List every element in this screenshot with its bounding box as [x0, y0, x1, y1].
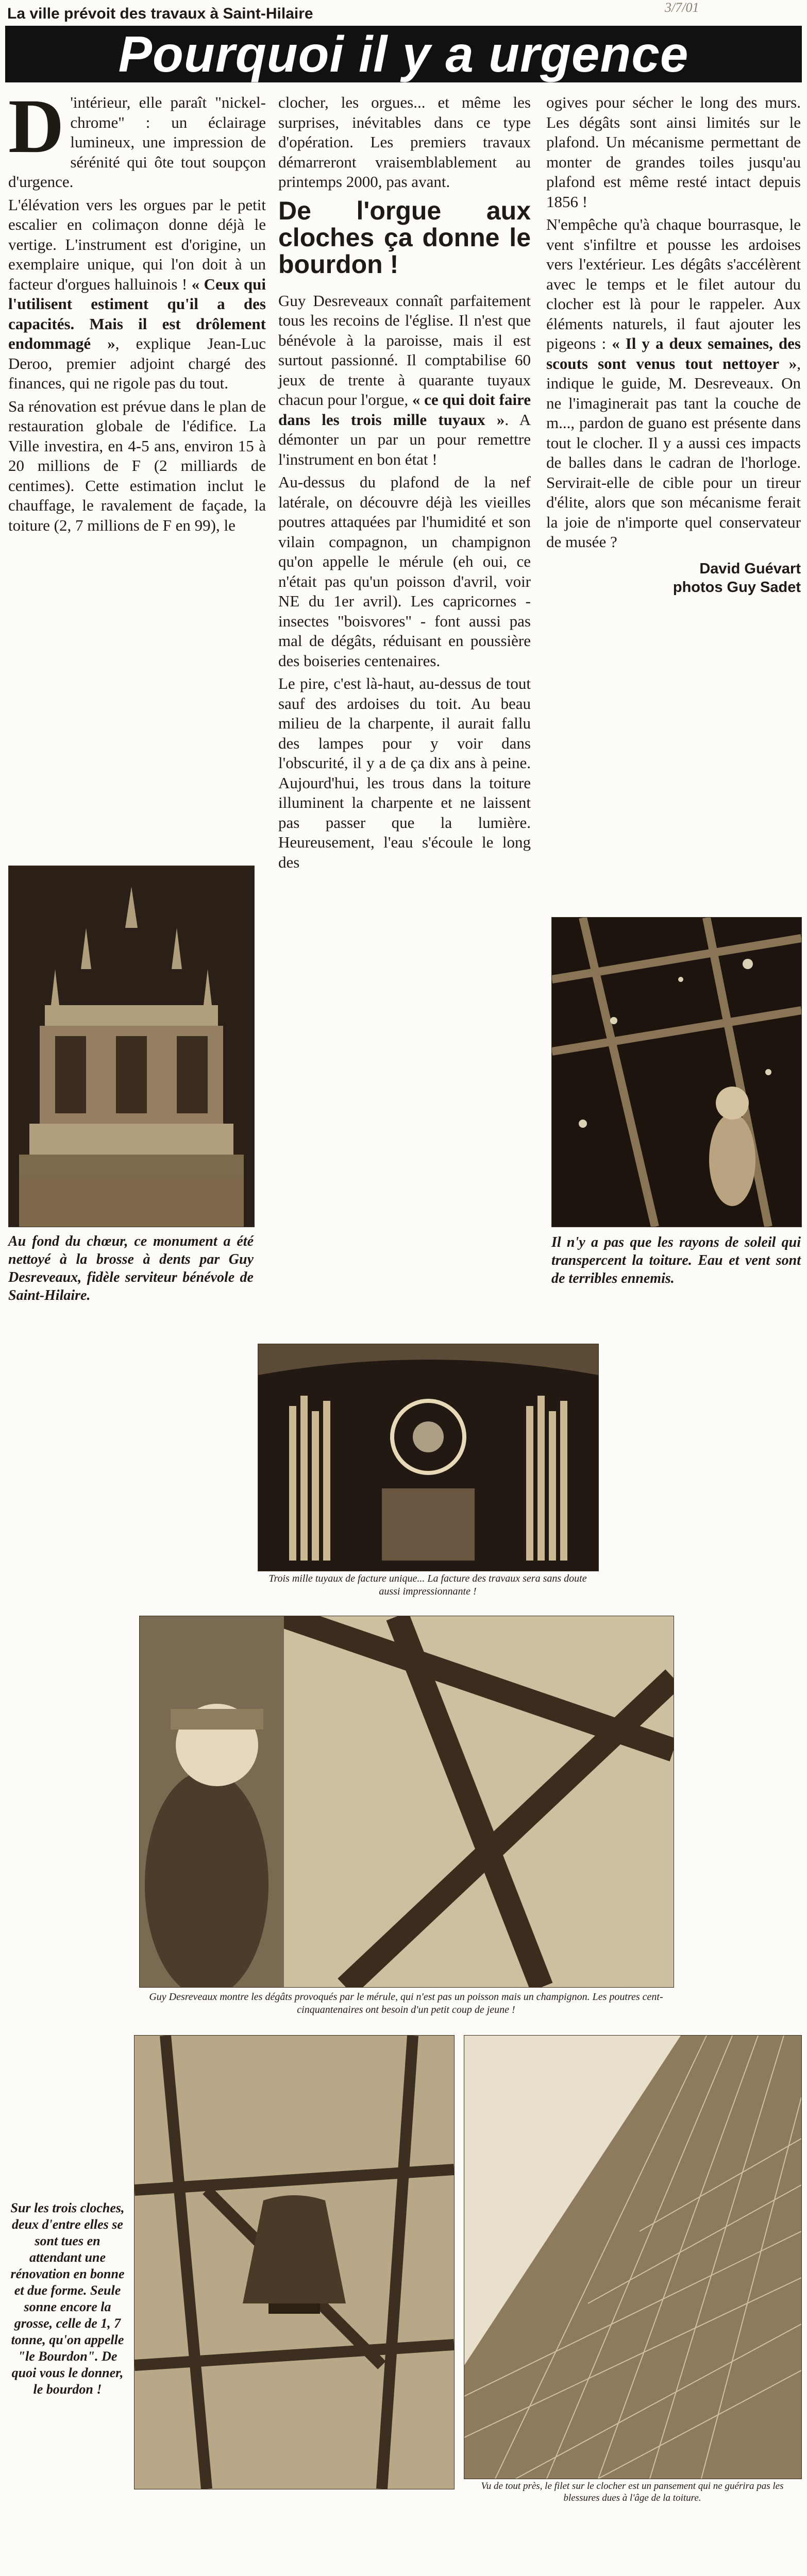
article-subhead: De l'orgue aux cloches ça donne le bourdon ! [278, 196, 531, 279]
headline: Pourquoi il y a urgence [5, 26, 802, 82]
net-photo [464, 2035, 802, 2479]
roof-photo [551, 917, 802, 1227]
roof-caption: Il n'y a pas que les rayons de soleil qui transpercent la toiture. Eau et vent sont de terribles ennemis. [551, 1234, 801, 1286]
col2-paragraph-2: Guy Desreveaux connaît parfaitement tous les recoins de l'église. Il n'est que bénévole à la paroisse, mais il est surtout passionné. Il comptabilise 60 jeux de trente à quarante tuyaux chacun pour l'orgue, « ce qui doit faire dans les trois mille tuyaux ». A démonter un par un pour remettre l'instrument en bon état ! [278, 291, 531, 468]
bells-photo [134, 2035, 455, 2489]
col2-paragraph-3: Au-dessus du plafond de la nef latérale, on découvre déjà les vieilles poutres attaquées par l'humidité et son vilain compagnon, un champignon qu'on appelle le mérule (eh oui, ce n'était pas qu'un poisson d'avril, voir NE du 1er avril). Les capricornes - insectes "boisvores" - font aussi pas mal de dégâts, réduisant en poussière des boiseries centenaires. [278, 473, 531, 670]
col1-paragraph-3: Sa rénovation est prévue dans le plan de restauration globale de l'édifice. La Ville investira, en 4-5 ans, environ 15 à 20 millions de F (2 milliards de centimes). Cette estimation inclut le chauffage, le ravalement de façade, la toiture (2, 7 millions de F en 99), le [8, 397, 266, 534]
date-scribble: 3/7/01 [665, 0, 699, 15]
byline [546, 560, 801, 597]
col2-paragraph-1: clocher, les orgues... et même les surprises, inévitables dans ce type d'opération. Les premiers travaux démarreront vraisemblablement au printemps 2000, pas avant. [278, 93, 531, 191]
col1-paragraph-2: L'élévation vers les orgues par le petit escalier en colimaçon donne déjà le vertige. L'instrument est d'origine, un exemplaire unique, qui l'on doit à un facteur d'orgues halluinois ! « Ceux qui l'utilisent estiment qu'il a des capacités. Mais il est drôlement endommagé », explique Jean-Luc Deroo, premier adjoint chargé des finances, qui ne rigole pas du tout. [8, 195, 266, 392]
dropcap: D [8, 83, 64, 169]
organ-caption: Trois mille tuyaux de facture unique... La facture des travaux sera sans doute aussi impressionnante ! [268, 1573, 587, 1597]
author-name: David Guévart [699, 560, 801, 577]
article-column-3 [546, 93, 801, 597]
beams-photo [139, 1616, 674, 1988]
col1-paragraph-1: 'intérieur, elle paraît "nickel-chrome" : un éclairage lumineux, une impression de sérénité qui ôte tout soupçon d'urgence. [8, 93, 266, 191]
organ-photo [258, 1344, 599, 1571]
altar-caption: Au fond du chœur, ce monument a été nettoyé à la brosse à dents par Guy Desreveaux, fidèle serviteur bénévole de Saint-Hilaire. [8, 1233, 254, 1303]
header-kicker: La ville prévoit des travaux à Saint-Hilaire [7, 5, 313, 22]
col3-paragraph-1: ogives pour sécher le long des murs. Les dégâts sont ainsi limités sur le plafond. Un mécanisme permettant de monter de grandes toiles jusqu'au plafond est même resté intact depuis 1856 ! [546, 93, 801, 211]
photo-credit: photos Guy Sadet [672, 579, 801, 596]
beams-caption: Guy Desreveaux montre les dégâts provoqués par le mérule, qui n'est pas un poisson mais un champignon. Les poutres cent-cinquantenaires ont besoin d'un petit coup de jeune ! [149, 1991, 663, 2015]
col2-paragraph-4: Le pire, c'est là-haut, au-dessus de tout sauf des ardoises du toit. Au beau milieu de la charpente, il aurait fallu des lampes pour y voir dans l'obscurité, il y a de ça dix ans à peine. Aujourd'hui, les trous dans la toiture illuminent la charpente et ne laissent pas passer que la lumière. Heureusement, l'eau s'écoule le long des [278, 674, 531, 871]
altar-photo [8, 866, 255, 1227]
net-caption: Vu de tout près, le filet sur le clocher est un pansement qui ne guérira pas les blessures dues à l'âge de la toiture. [481, 2481, 784, 2503]
col3-paragraph-2: N'empêche qu'à chaque bourrasque, le vent s'infiltre et pousse les ardoises vers l'extérieur. Les dégâts s'accélèrent avec le temps et le filet autour du clocher est là pour le rappeler. Aux éléments naturels, il faut ajouter les pigeons : « Il y a deux semaines, des scouts sont venus tout nettoyer », indique le guide, M. Desreveaux. On ne l'imaginerait pas tant la couche de m..., pardon de guano est présente dans tout le clocher. Il y a aussi ces impacts de balles dans le cadran de l'horloge. Servirait-elle de cible pour un tireur d'élite, alors que son mécanisme ferait la joie de n'importe quel conservateur de musée ? [546, 215, 801, 551]
article-column-2 [278, 93, 531, 875]
bells-caption: Sur les trois cloches, deux d'entre elles se sont tues en attendant une rénovation en bonne et due forme. Seule sonne encore la grosse, celle de 1, 7 tonne, qu'on appelle "le Bourdon". De quoi vous le donner, le bourdon ! [10, 2200, 125, 2397]
article-column-1 [8, 83, 266, 538]
